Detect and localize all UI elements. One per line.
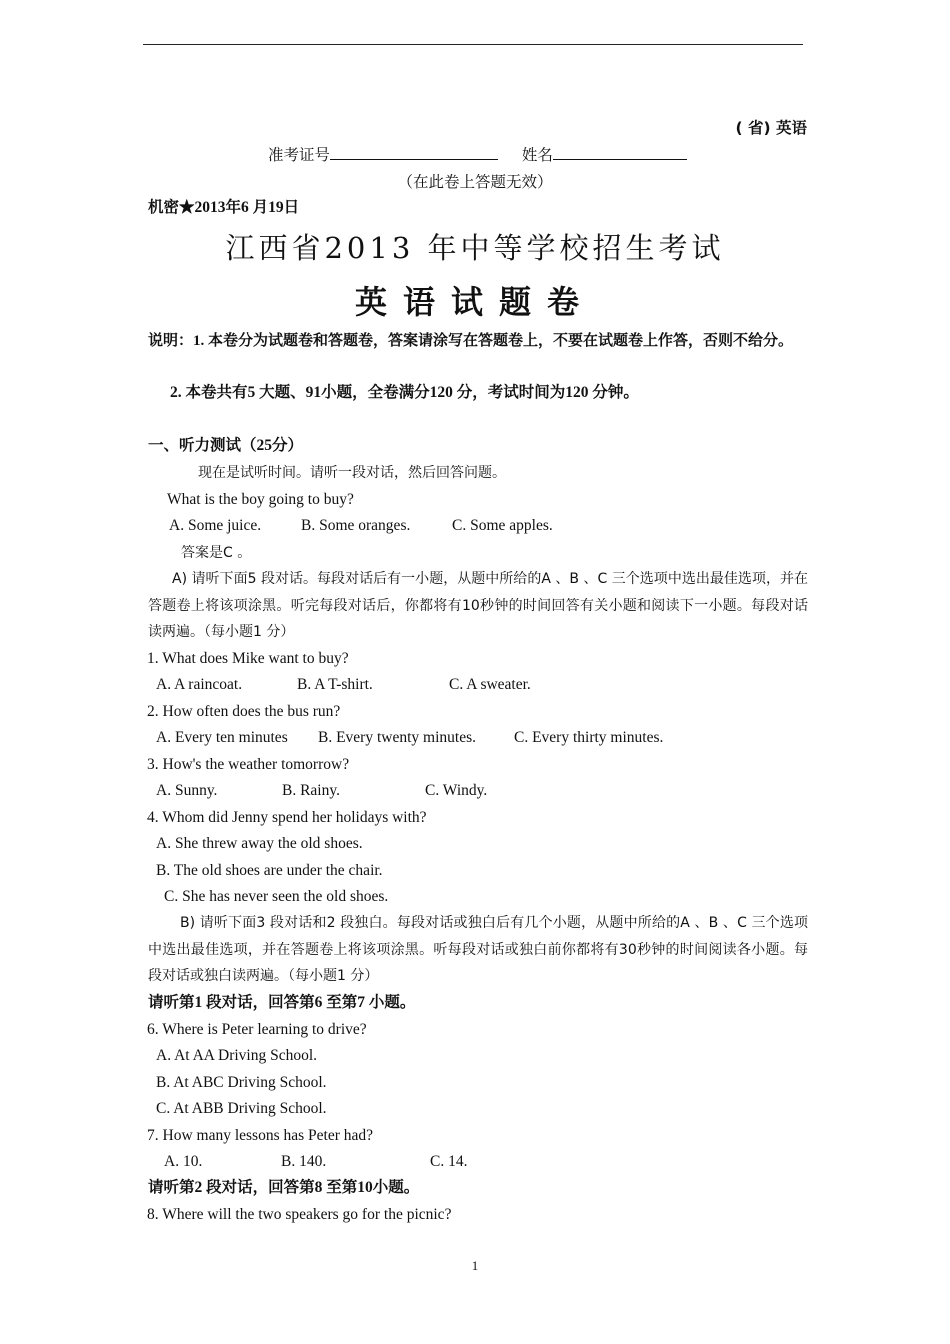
practice-question: What is the boy going to buy? xyxy=(167,491,354,508)
question-6: 6. Where is Peter learning to drive? xyxy=(147,1021,367,1038)
q4-option-a: A. She threw away the old shoes. xyxy=(156,835,363,852)
q1-option-c: C. A sweater. xyxy=(449,676,531,693)
instruction-2: 2. 本卷共有5 大题、91小题，全卷满分120 分，考试时间为120 分钟。 xyxy=(170,384,639,401)
question-4: 4. Whom did Jenny spend her holidays with? xyxy=(147,809,427,826)
q3-option-b: B. Rainy. xyxy=(282,782,340,799)
header-rule xyxy=(143,44,803,45)
question-1: 1. What does Mike want to buy? xyxy=(147,650,349,667)
dialog-2-heading: 请听第2 段对话，回答第8 至第10小题。 xyxy=(148,1179,420,1196)
q1-option-a: A. A raincoat. xyxy=(156,676,243,693)
secret-date: 机密★2013年6 月19日 xyxy=(148,199,300,216)
practice-option-c: C. Some apples. xyxy=(452,517,553,534)
q2-option-a: A. Every ten minutes xyxy=(156,729,288,746)
q6-option-a: A. At AA Driving School. xyxy=(156,1047,318,1064)
part-b-intro: B) 请听下面3 段对话和2 段独白。每段对话或独白后有几个小题，从题中所给的A 、B 、C 三个选项中选出最佳选项，并在答题卷上将该项涂黑。听每段对话或独白前你都将有30秒钟的时间阅读各小题。每段对话或独白读两遍。（每小题1 分） xyxy=(148,915,808,984)
exam-title: 江西省2013 年中等学校招生考试 xyxy=(225,231,725,265)
q6-option-b: B. At ABC Driving School. xyxy=(156,1074,327,1091)
name-label: 姓名 xyxy=(521,146,553,164)
q7-option-b: B. 140. xyxy=(281,1153,327,1170)
q7-option-c: C. 14. xyxy=(430,1153,468,1170)
page-number: 1 xyxy=(471,1258,479,1273)
practice-answer: 答案是C 。 xyxy=(181,545,252,561)
exam-id-label: 准考证号 xyxy=(268,146,331,164)
practice-option-a: A. Some juice. xyxy=(169,517,262,534)
q1-option-b: B. A T-shirt. xyxy=(297,676,373,693)
section-heading: 一、听力测试（25分） xyxy=(148,437,304,454)
q4-option-b: B. The old shoes are under the chair. xyxy=(156,862,383,879)
notice: （在此卷上答题无效） xyxy=(397,173,553,191)
question-3: 3. How's the weather tomorrow? xyxy=(147,756,350,773)
question-2: 2. How often does the bus run? xyxy=(147,703,341,720)
q3-option-a: A. Sunny. xyxy=(156,782,218,799)
practice-intro: 现在是试听时间。请听一段对话，然后回答问题。 xyxy=(198,465,506,481)
q2-option-c: C. Every thirty minutes. xyxy=(514,729,664,746)
instruction-1: 说明：1. 本卷分为试题卷和答题卷，答案请涂写在答题卷上，不要在试题卷上作答，否则不给分。 xyxy=(148,333,794,349)
dialog-1-heading: 请听第1 段对话，回答第6 至第7 小题。 xyxy=(148,994,416,1011)
question-8: 8. Where will the two speakers go for the picnic? xyxy=(147,1206,452,1223)
question-7: 7. How many lessons has Peter had? xyxy=(147,1127,373,1144)
q3-option-c: C. Windy. xyxy=(425,782,488,799)
subject-tag: ( 省) 英语 xyxy=(735,119,807,137)
q2-option-b: B. Every twenty minutes. xyxy=(318,729,476,746)
q7-option-a: A. 10. xyxy=(164,1153,203,1170)
paper-title: 英语试题卷 xyxy=(354,283,595,321)
exam-id-row xyxy=(268,145,687,165)
practice-option-b: B. Some oranges. xyxy=(301,517,411,534)
name-blank[interactable] xyxy=(553,145,687,160)
q6-option-c: C. At ABB Driving School. xyxy=(156,1100,327,1117)
q4-option-c: C. She has never seen the old shoes. xyxy=(164,888,389,905)
part-a-intro: A) 请听下面5 段对话。每段对话后有一小题，从题中所给的A 、B 、C 三个选项中选出最佳选项，并在答题卷上将该项涂黑。听完每段对话后，你都将有10秒钟的时间回答有关小题和阅读下一小题。每段对话读两遍。（每小题1 分） xyxy=(148,571,808,640)
exam-id-blank[interactable] xyxy=(330,145,498,160)
